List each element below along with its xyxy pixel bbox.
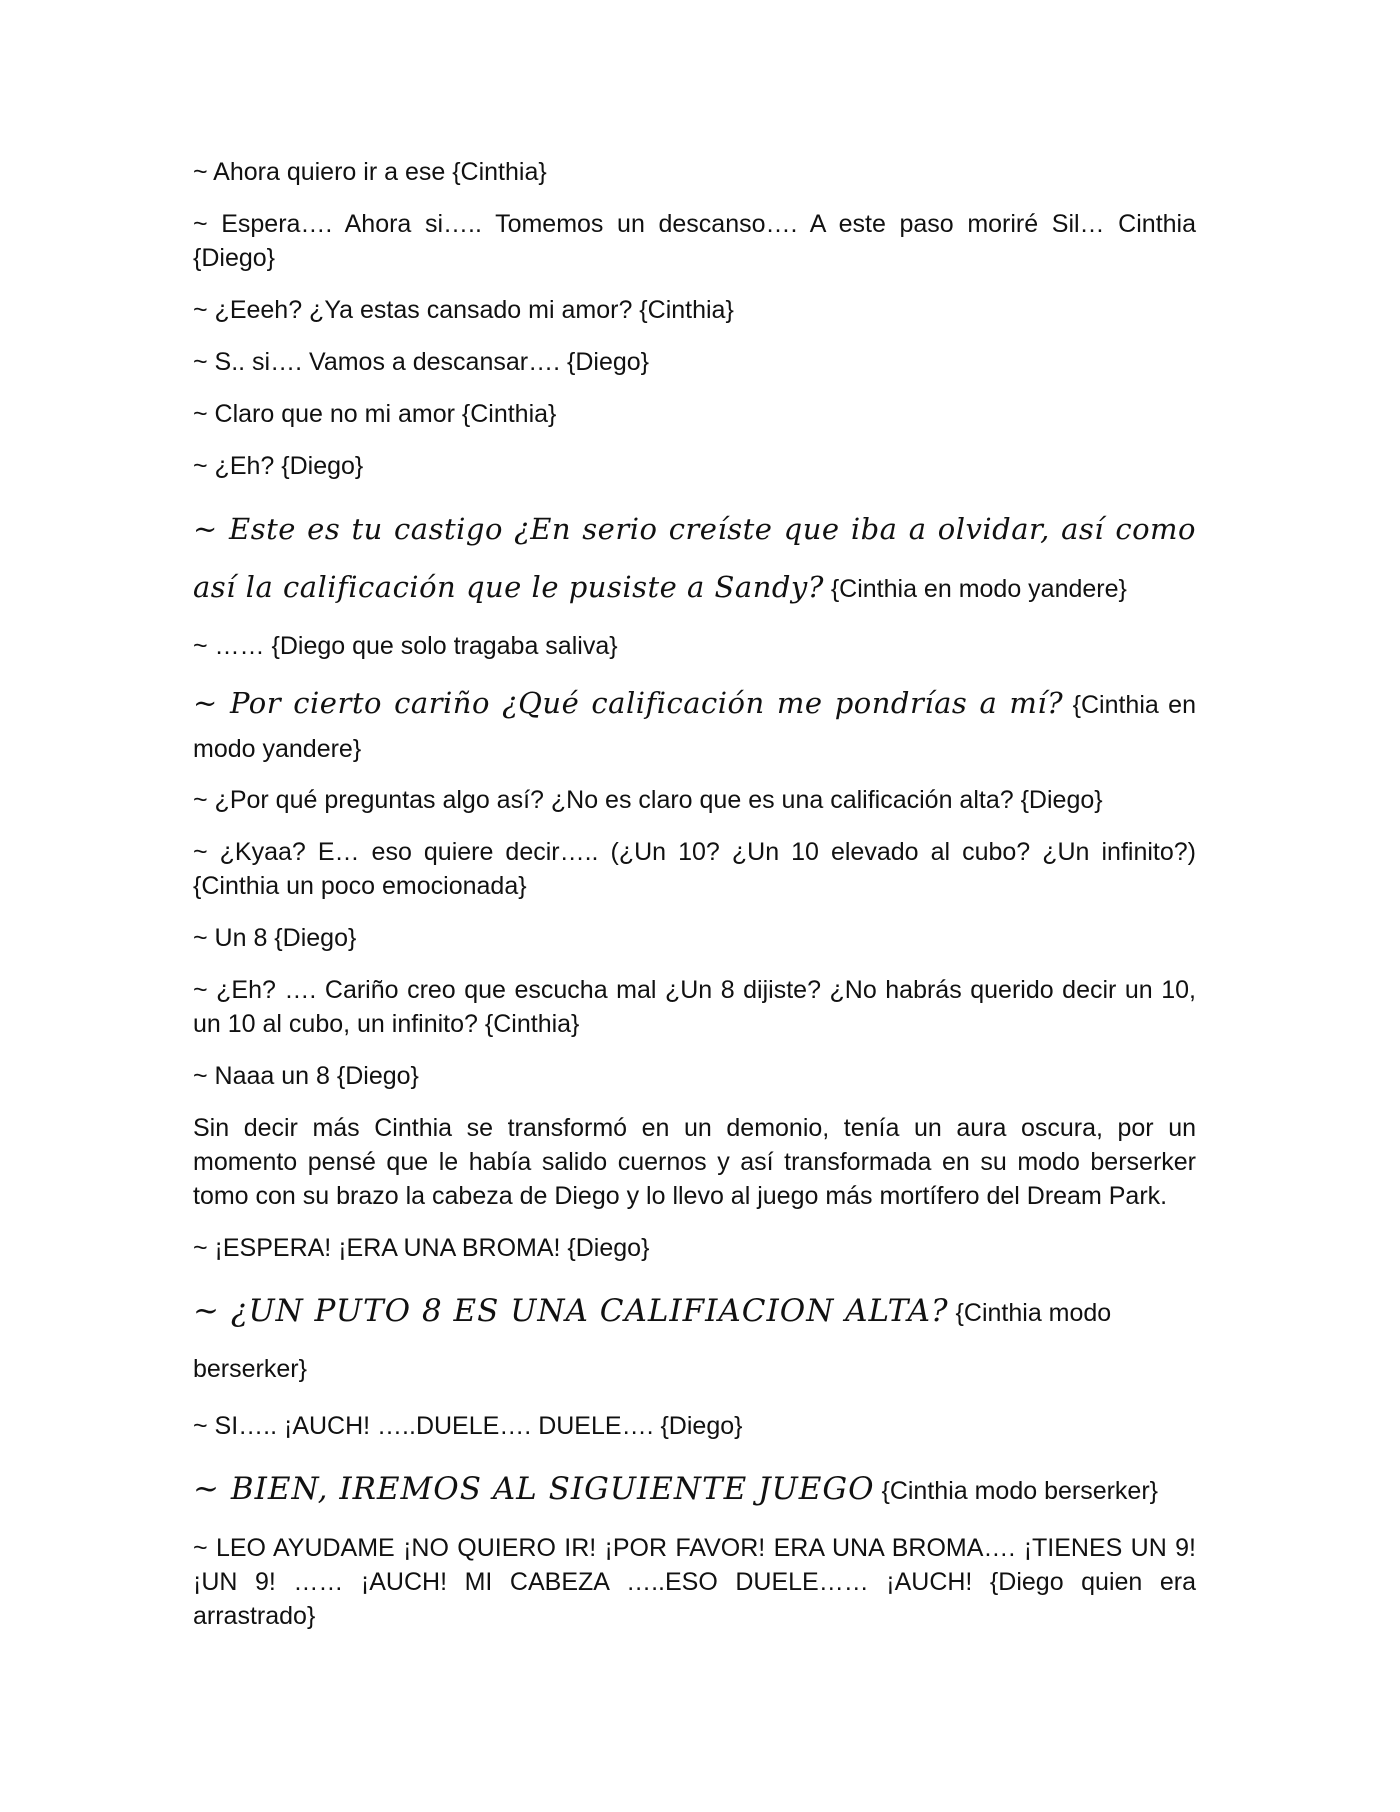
dialogue-line [193,1231,1196,1265]
dialogue-line [193,293,1196,327]
dialogue-line [193,921,1196,955]
line-text: ~ ¿Eeeh? ¿Ya estas cansado mi amor? {Cinthia} [193,296,734,324]
line-text: ~ ¿Por qué preguntas algo así? ¿No es claro que es una calificación alta? {Diego} [193,786,1103,814]
dialogue-line [193,629,1196,663]
line-text: ~ ¿Kyaa? E… eso quiere decir….. (¿Un 10? ¿Un 10 elevado al cubo? ¿Un infinito?) {Cinthia un poco emocionada} [193,838,1196,900]
dialogue-line [193,345,1196,379]
line-text: ~ Ahora quiero ir a ese {Cinthia} [193,158,547,186]
line-text: ~ LEO AYUDAME ¡NO QUIERO IR! ¡POR FAVOR! ERA UNA BROMA…. ¡TIENES UN 9! ¡UN 9! …… ¡AUCH! MI CABEZA …..ESO DUELE…… ¡AUCH! {Diego quien era arrastrado} [193,1534,1196,1630]
speaker-tag: {Cinthia modo berserker} [874,1477,1159,1505]
line-text: ~ Naaa un 8 {Diego} [193,1062,419,1090]
dialogue-line-berserker [193,1283,1196,1397]
dialogue-line [193,973,1196,1041]
handwritten-text: ~ Este es tu castigo ¿En serio creíste que iba a olvidar, así como así la calificación que le pusiste a Sandy? [193,512,1196,604]
dialogue-line [193,783,1196,817]
dialogue-line [193,1531,1196,1633]
narration-text: Sin decir más Cinthia se transformó en un demonio, tenía un aura oscura, por un momento pensé que le había salido cuernos y así transformada en su modo berserker tomo con su brazo la cabeza de Diego y lo llevo al juego más mortífero del Dream Park. [193,1114,1196,1210]
speaker-tag: {Cinthia en modo yandere} [823,575,1127,603]
speaker-tag: {Cinthia en modo yandere} [193,691,1196,763]
dialogue-line-berserker [193,1461,1196,1519]
line-text: ~ S.. si…. Vamos a descansar…. {Diego} [193,348,650,376]
dialogue-line [193,207,1196,275]
line-text: ~ ¿Eh? {Diego} [193,452,364,480]
handwritten-text: ~ BIEN, IREMOS AL SIGUIENTE JUEGO [193,1471,875,1507]
line-text: ~ SI….. ¡AUCH! …..DUELE…. DUELE…. {Diego} [193,1412,743,1440]
handwritten-text: ~ Por cierto cariño ¿Qué calificación me pondrías a mí? [193,686,1064,720]
speaker-tag: {Cinthia modo berserker} [193,1299,1112,1383]
dialogue-line [193,1409,1196,1443]
line-text: ~ ¡ESPERA! ¡ERA UNA BROMA! {Diego} [193,1234,650,1262]
dialogue-line-yandere [193,681,1196,771]
dialogue-line [193,835,1196,903]
line-text: ~ Claro que no mi amor {Cinthia} [193,400,557,428]
dialogue-line-yandere [193,501,1196,617]
line-text: ~ ¿Eh? …. Cariño creo que escucha mal ¿Un 8 dijiste? ¿No habrás querido decir un 10, un 10 al cubo, un infinito? {Cinthia} [193,976,1196,1038]
dialogue-line [193,449,1196,483]
dialogue-line [193,1059,1196,1093]
narration-paragraph [193,1111,1196,1213]
dialogue-line [193,397,1196,431]
line-text: ~ Un 8 {Diego} [193,924,357,952]
line-text: ~ Espera…. Ahora si….. Tomemos un descanso…. A este paso moriré Sil… Cinthia {Diego} [193,210,1196,272]
handwritten-text: ~ ¿UN PUTO 8 ES UNA CALIFIACION ALTA? [193,1293,949,1329]
dialogue-line [193,155,1196,189]
document-page [193,155,1196,1651]
line-text: ~ …… {Diego que solo tragaba saliva} [193,632,618,660]
